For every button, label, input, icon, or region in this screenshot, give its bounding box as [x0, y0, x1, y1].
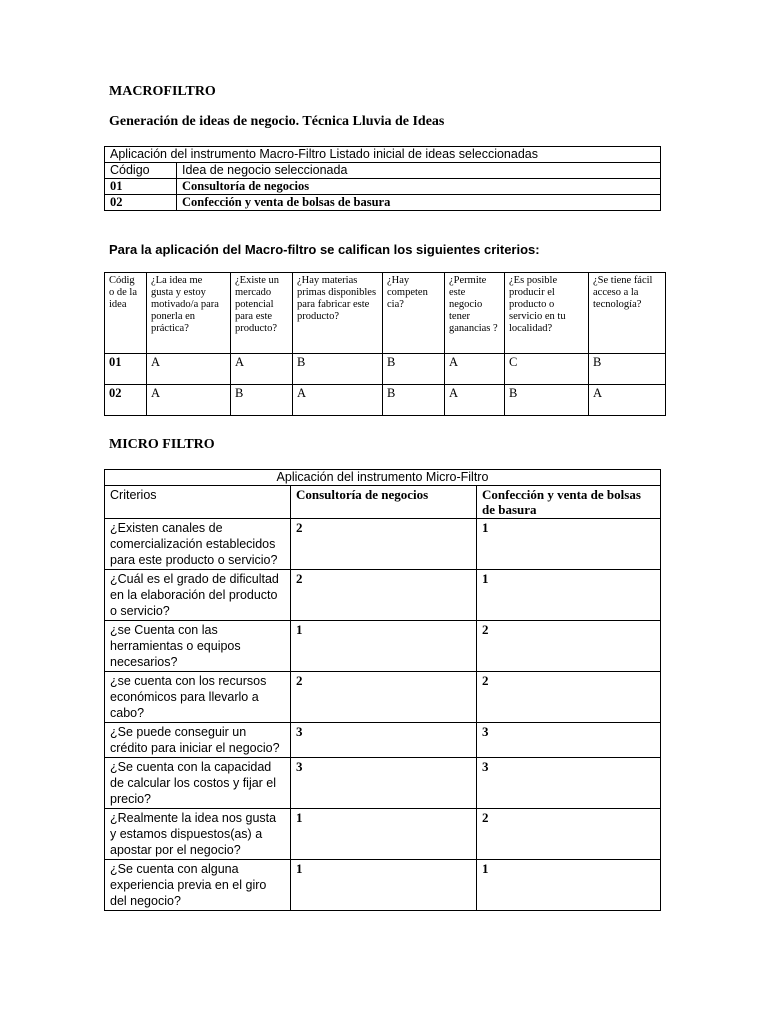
table-row: [105, 621, 661, 672]
score: 2: [477, 672, 661, 723]
column-header: ¿Hay competen cia?: [383, 273, 445, 354]
score: 2: [291, 570, 477, 621]
table-cell: B: [589, 354, 666, 385]
column-header: ¿Existe un mercado potencial para este producto?: [231, 273, 293, 354]
table-cell: A: [231, 354, 293, 385]
table-cell: 02: [105, 385, 147, 416]
score: 1: [477, 570, 661, 621]
table-cell: A: [589, 385, 666, 416]
micro-filter-table: [104, 469, 661, 911]
table-cell: B: [293, 354, 383, 385]
score: 1: [291, 860, 477, 911]
column-header: Códig o de la idea: [105, 273, 147, 354]
score: 3: [477, 723, 661, 758]
score: 1: [477, 519, 661, 570]
idea-code: 02: [105, 195, 177, 211]
table-cell: A: [147, 385, 231, 416]
column-header: Idea de negocio seleccionada: [177, 163, 661, 179]
micro-table-caption: Aplicación del instrumento Micro-Filtro: [105, 470, 661, 486]
table-cell: B: [383, 385, 445, 416]
criterion: ¿Realmente la idea nos gusta y estamos dispuestos(as) a apostar por el negocio?: [105, 809, 291, 860]
criterion: ¿se cuenta con los recursos económicos para llevarlo a cabo?: [105, 672, 291, 723]
table-row: [105, 354, 666, 385]
table-cell: A: [147, 354, 231, 385]
table-cell: A: [293, 385, 383, 416]
table-header-row: [105, 163, 661, 179]
table-row: [105, 758, 661, 809]
criteria-intro: Para la aplicación del Macro-filtro se califican los siguientes criterios:: [109, 242, 540, 257]
column-header: Confección y venta de bolsas de basura: [477, 486, 661, 519]
macro-list-table: [104, 146, 661, 211]
score: 1: [291, 621, 477, 672]
column-header: ¿Se tiene fácil acceso a la tecnología?: [589, 273, 666, 354]
score: 3: [291, 758, 477, 809]
generation-heading: Generación de ideas de negocio. Técnica Lluvia de Ideas: [109, 114, 445, 129]
score: 3: [291, 723, 477, 758]
criterion: ¿Se cuenta con alguna experiencia previa en el giro del negocio?: [105, 860, 291, 911]
criterion: ¿Se puede conseguir un crédito para iniciar el negocio?: [105, 723, 291, 758]
table-row: [105, 809, 661, 860]
score: 2: [477, 809, 661, 860]
table-row: [105, 570, 661, 621]
table-caption-row: [105, 470, 661, 486]
column-header: ¿La idea me gusta y estoy motivado/a para ponerla en práctica?: [147, 273, 231, 354]
idea-name: Consultoría de negocios: [177, 179, 661, 195]
macrofiltro-heading: MACROFILTRO: [109, 84, 216, 99]
table-header-row: [105, 486, 661, 519]
table-caption-row: [105, 147, 661, 163]
table-cell: B: [505, 385, 589, 416]
score: 1: [477, 860, 661, 911]
score: 2: [477, 621, 661, 672]
column-header: Código: [105, 163, 177, 179]
column-header: ¿Hay materias primas disponibles para fabricar este producto?: [293, 273, 383, 354]
column-header: Criterios: [105, 486, 291, 519]
column-header: ¿Permite este negocio tener ganancias ?: [445, 273, 505, 354]
idea-code: 01: [105, 179, 177, 195]
score: 1: [291, 809, 477, 860]
table-row: [105, 519, 661, 570]
macro-criteria-table: [104, 272, 666, 416]
criterion: ¿Se cuenta con la capacidad de calcular los costos y fijar el precio?: [105, 758, 291, 809]
column-header: Consultoría de negocios: [291, 486, 477, 519]
table-cell: A: [445, 354, 505, 385]
criterion: ¿Cuál es el grado de dificultad en la elaboración del producto o servicio?: [105, 570, 291, 621]
table-cell: A: [445, 385, 505, 416]
table-row: [105, 179, 661, 195]
criterion: ¿Existen canales de comercialización establecidos para este producto o servicio?: [105, 519, 291, 570]
idea-name: Confección y venta de bolsas de basura: [177, 195, 661, 211]
table-cell: 01: [105, 354, 147, 385]
macro-list-caption: Aplicación del instrumento Macro-Filtro Listado inicial de ideas seleccionadas: [105, 147, 661, 163]
criterion: ¿se Cuenta con las herramientas o equipos necesarios?: [105, 621, 291, 672]
table-row: [105, 195, 661, 211]
score: 2: [291, 519, 477, 570]
table-row: [105, 860, 661, 911]
column-header: ¿Es posible producir el producto o servicio en tu localidad?: [505, 273, 589, 354]
table-row: [105, 672, 661, 723]
table-row: [105, 385, 666, 416]
micro-filtro-heading: MICRO FILTRO: [109, 437, 215, 452]
table-cell: B: [383, 354, 445, 385]
score: 3: [477, 758, 661, 809]
table-cell: B: [231, 385, 293, 416]
table-cell: C: [505, 354, 589, 385]
table-header-row: [105, 273, 666, 354]
table-row: [105, 723, 661, 758]
score: 2: [291, 672, 477, 723]
